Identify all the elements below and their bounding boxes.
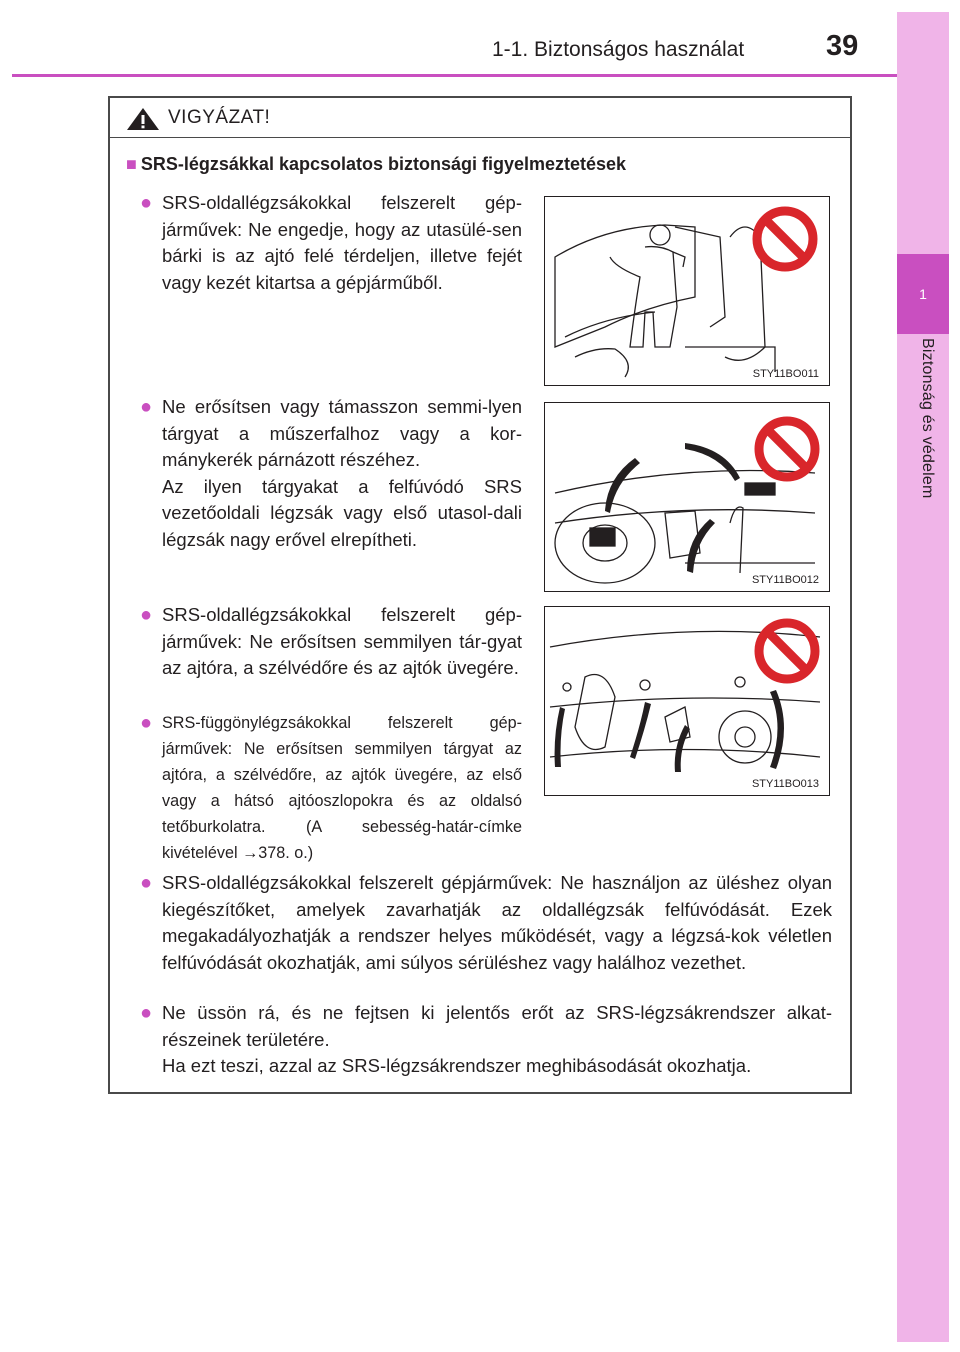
caution-box xyxy=(108,96,852,1094)
bullet-text: SRS-oldallégzsákokkal felszerelt gépjárművek: Ne használjon az üléshez olyan kiegészítőket, amelyek zavarhatják az oldallégzsák felfúvódását. Ezek megakadályozhatják a rendszer helyes működését, vagy a légzsá-kok véletlen felfúvódását okozhatják, ami súlyos sérüléshez vagy halálhoz vezethet. xyxy=(162,872,832,973)
bullet-text: SRS-oldallégzsákokkal felszerelt gép-járművek: Ne erősítsen semmilyen tár-gyat az ajtóra, a szélvédőre és az ajtók üvegére. xyxy=(162,604,522,678)
illustration-door-windshield-objects xyxy=(544,606,830,796)
bullet-dot: ● xyxy=(140,872,153,894)
bullet-text: SRS-függönylégzsákokkal felszerelt gép-járművek: Ne erősítsen semmilyen tárgyat az ajtóra, a szélvédőre, az ajtók üvegére, az első vagy a hátsó ajtóoszlopokra és az oldalsó tetőburkolatra. (A sebesség-határ-címke kivételével →378. o.) xyxy=(162,714,522,862)
chapter-side-tab xyxy=(897,12,949,1342)
prohibition-icon xyxy=(753,617,821,685)
figure-code: STY11BO013 xyxy=(751,778,819,790)
bullet-item xyxy=(140,870,832,976)
header-rule xyxy=(12,74,897,77)
prohibition-icon xyxy=(753,415,821,483)
figure-code: STY11BO012 xyxy=(751,574,819,586)
section-title: SRS-légzsákkal kapcsolatos biztonsági figyelmeztetések xyxy=(140,154,627,174)
section-heading xyxy=(126,154,626,175)
page-number: 39 xyxy=(826,30,859,62)
bullet-dot: ● xyxy=(140,712,153,734)
warning-triangle-icon xyxy=(126,107,160,131)
illustration-passenger-kneeling xyxy=(544,196,830,386)
bullet-text: Ne erősítsen vagy támasszon semmi-lyen tárgyat a műszerfalhoz vagy a kor-mánykerék párnázott részéhez. xyxy=(162,396,522,470)
bullet-dot: ● xyxy=(140,604,153,626)
chapter-number: 1 xyxy=(919,286,927,302)
bullet-text-continued: Ha ezt teszi, azzal az SRS-légzsákrendszer meghibásodását okozhatja. xyxy=(162,1055,752,1076)
chapter-number-tab xyxy=(897,254,949,334)
bullet-text-continued: Az ilyen tárgyakat a felfúvódó SRS vezetőoldali légzsák vagy első utasol-dali légzsák nagy erővel elrepítheti. xyxy=(162,475,522,550)
bullet-dot: ● xyxy=(140,1002,153,1024)
bullet-dot: ● xyxy=(140,396,153,418)
bullet-dot: ● xyxy=(140,192,153,214)
running-head: 1-1. Biztonságos használat xyxy=(492,38,745,61)
bullet-item xyxy=(140,190,522,296)
chapter-title: Biztonság és védelem xyxy=(919,338,936,499)
prohibition-icon xyxy=(751,205,819,273)
caution-title: VIGYÁZAT! xyxy=(168,107,271,128)
bullet-text: Ne üssön rá, és ne fejtsen ki jelentős erőt az SRS-légzsákrendszer alkat-részeinek területére. xyxy=(162,1002,832,1050)
illustration-dashboard-objects xyxy=(544,402,830,592)
bullet-item xyxy=(140,710,522,866)
figure-code: STY11BO011 xyxy=(752,368,819,380)
section-marker: ■ xyxy=(126,154,137,174)
bullet-item xyxy=(140,602,522,682)
bullet-item xyxy=(140,394,522,553)
bullet-item xyxy=(140,1000,832,1080)
bullet-text: SRS-oldallégzsákokkal felszerelt gép-járművek: Ne engedje, hogy az utasülé-sen bárki is az ajtó felé térdeljen, illetve fejét vagy kezét kitartsa a gépjárműből. xyxy=(162,192,522,293)
caution-header xyxy=(110,98,850,138)
